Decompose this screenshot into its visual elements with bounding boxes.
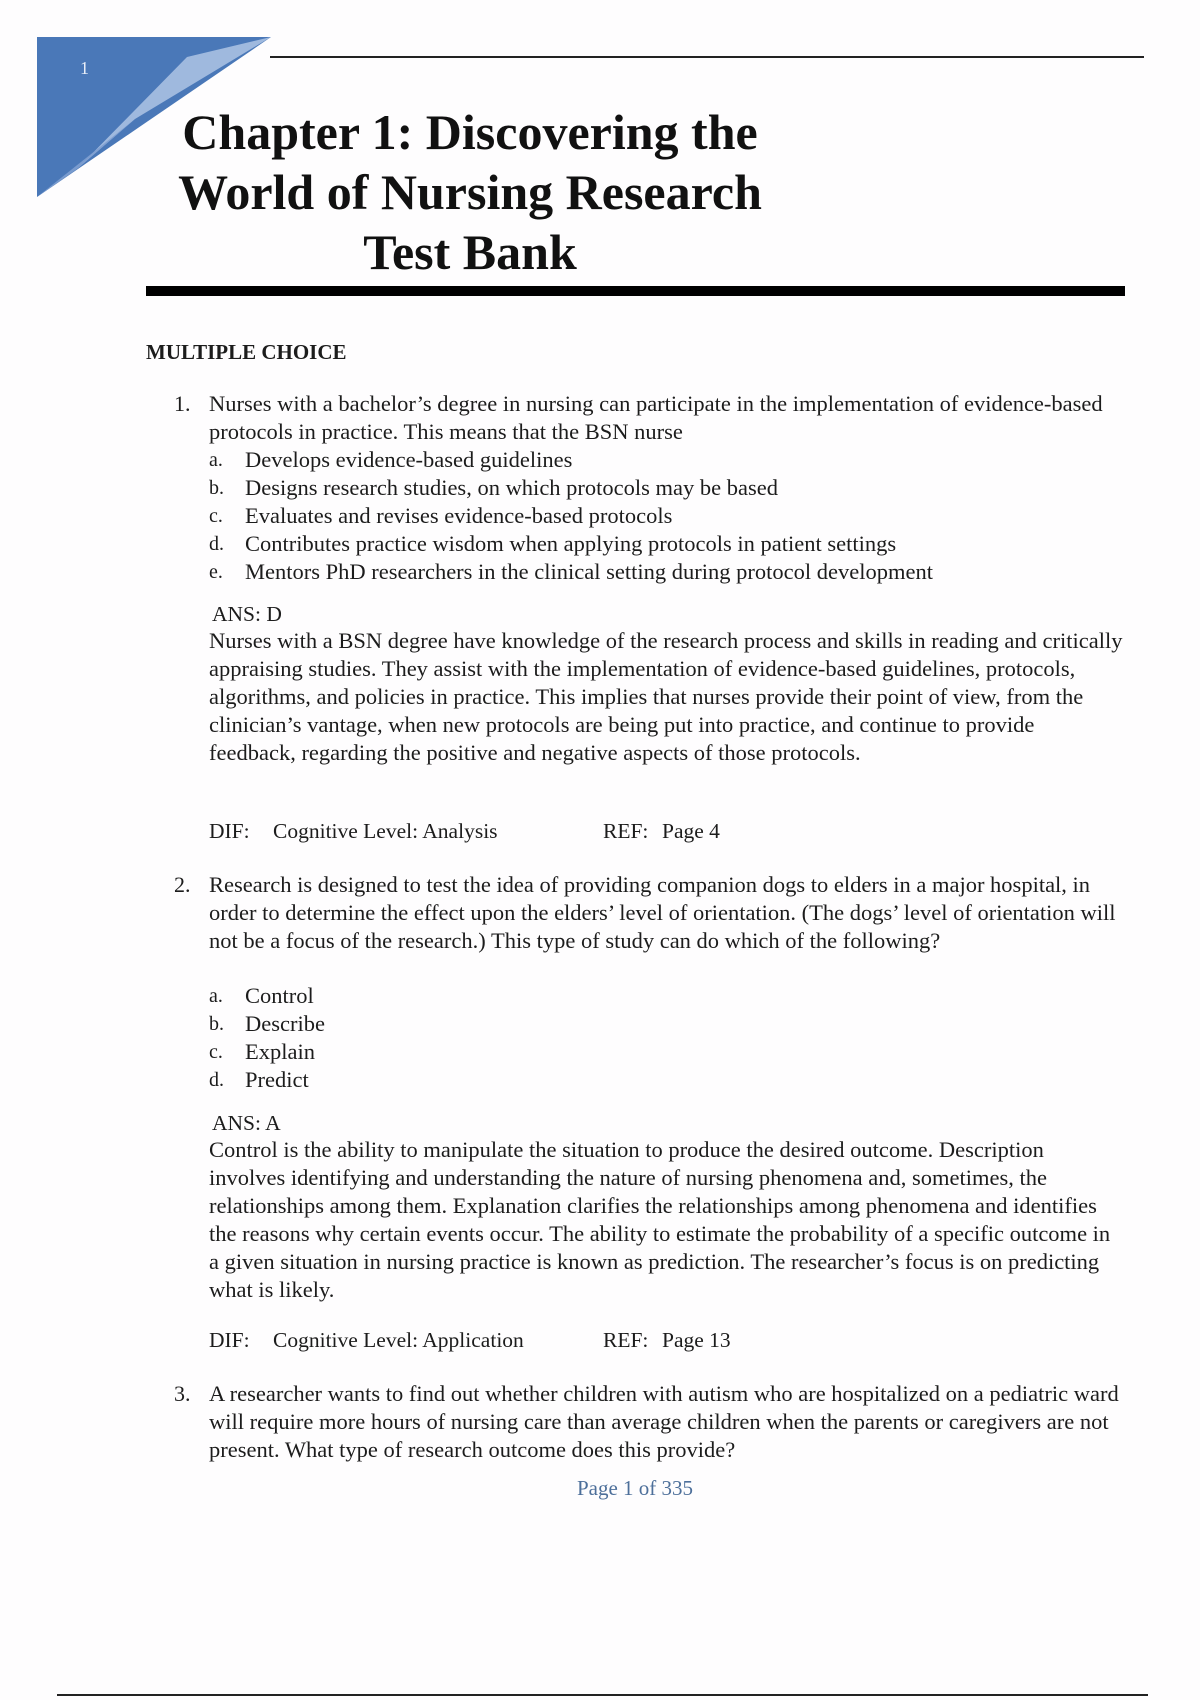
option-letter: a.	[209, 449, 223, 471]
reference-label: REF:	[603, 819, 649, 843]
option-letter: c.	[209, 1041, 223, 1063]
option-text: Contributes practice wisdom when applying protocols in patient settings	[245, 531, 897, 556]
option-text: Predict	[245, 1067, 309, 1092]
option-text: Designs research studies, on which protocols may be based	[245, 475, 778, 500]
option-d	[209, 1066, 1125, 1094]
page-title	[140, 102, 800, 282]
option-a	[209, 982, 1125, 1010]
header-rule	[270, 56, 1144, 58]
option-c	[209, 502, 1125, 530]
question-text: Research is designed to test the idea of providing companion dogs to elders in a major hospital, in order to determine the effect upon the elders’ level of orientation. (The dogs’ level of orientation will not be a focus of the research.) This type of study can do which of the following?	[209, 872, 1116, 953]
difficulty-value: Cognitive Level: Application	[273, 1328, 524, 1352]
option-a	[209, 446, 1125, 474]
question-number: 1.	[174, 391, 191, 416]
option-b	[209, 474, 1125, 502]
option-text: Describe	[245, 1011, 325, 1036]
option-text: Mentors PhD researchers in the clinical setting during protocol development	[245, 559, 933, 584]
section-heading: MULTIPLE CHOICE	[146, 340, 347, 364]
answer-options	[209, 446, 1125, 586]
option-letter: b.	[209, 477, 224, 499]
reference-value: Page 4	[662, 819, 720, 843]
difficulty-label: DIF:	[209, 819, 250, 843]
question-meta	[209, 1328, 1125, 1356]
title-underline	[146, 286, 1125, 296]
answer-key: ANS: A	[212, 1111, 281, 1135]
question-meta	[209, 819, 1125, 847]
option-letter: e.	[209, 561, 223, 583]
question-text: Nurses with a bachelor’s degree in nursing can participate in the implementation of evidence-based protocols in practice. This means that the BSN nurse	[209, 391, 1103, 444]
option-text: Control	[245, 983, 314, 1008]
question-number: 2.	[174, 872, 191, 897]
answer-options	[209, 982, 1125, 1094]
page-footer: Page 1 of 335	[576, 1476, 694, 1500]
difficulty-value: Cognitive Level: Analysis	[273, 819, 498, 843]
rationale-text: Nurses with a BSN degree have knowledge of the research process and skills in reading and critically appraising studies. They assist with the implementation of evidence-based guidelines, protocols, algorithms, and policies in practice. This implies that nurses provide their point of view, from the clinician’s vantage, when new protocols are being put into practice, and continue to provide feedback, regarding the positive and negative aspects of those protocols.	[209, 628, 1123, 765]
reference-label: REF:	[603, 1328, 649, 1352]
option-c	[209, 1038, 1125, 1066]
title-line-3: Test Bank	[363, 224, 577, 280]
option-b	[209, 1010, 1125, 1038]
option-d	[209, 530, 1125, 558]
page-number-tag: 1	[80, 58, 89, 78]
question-text: A researcher wants to find out whether children with autism who are hospitalized on a pediatric ward will require more hours of nursing care than average children when the parents or caregivers are not present. What type of research outcome does this provide?	[209, 1381, 1119, 1462]
question-number: 3.	[174, 1381, 191, 1406]
title-line-1: Chapter 1: Discovering the	[182, 104, 758, 160]
option-letter: a.	[209, 985, 223, 1007]
rationale-text: Control is the ability to manipulate the situation to produce the desired outcome. Description involves identifying and understanding the nature of nursing phenomena and, sometimes, the relationships among them. Explanation clarifies the relationships among phenomena and identifies the reasons why certain events occur. The ability to estimate the probability of a specific outcome in a given situation in nursing practice is known as prediction. The researcher’s focus is on predicting what is likely.	[209, 1137, 1111, 1302]
reference-value: Page 13	[662, 1328, 731, 1352]
option-letter: b.	[209, 1013, 224, 1035]
option-e	[209, 558, 1125, 586]
option-letter: c.	[209, 505, 223, 527]
option-text: Evaluates and revises evidence-based protocols	[245, 503, 673, 528]
answer-key: ANS: D	[212, 602, 282, 626]
option-text: Explain	[245, 1039, 315, 1064]
option-text: Develops evidence-based guidelines	[245, 447, 573, 472]
title-line-2: World of Nursing Research	[178, 164, 762, 220]
footer-rule	[57, 1694, 1148, 1696]
option-letter: d.	[209, 533, 224, 555]
option-letter: d.	[209, 1069, 224, 1091]
difficulty-label: DIF:	[209, 1328, 250, 1352]
